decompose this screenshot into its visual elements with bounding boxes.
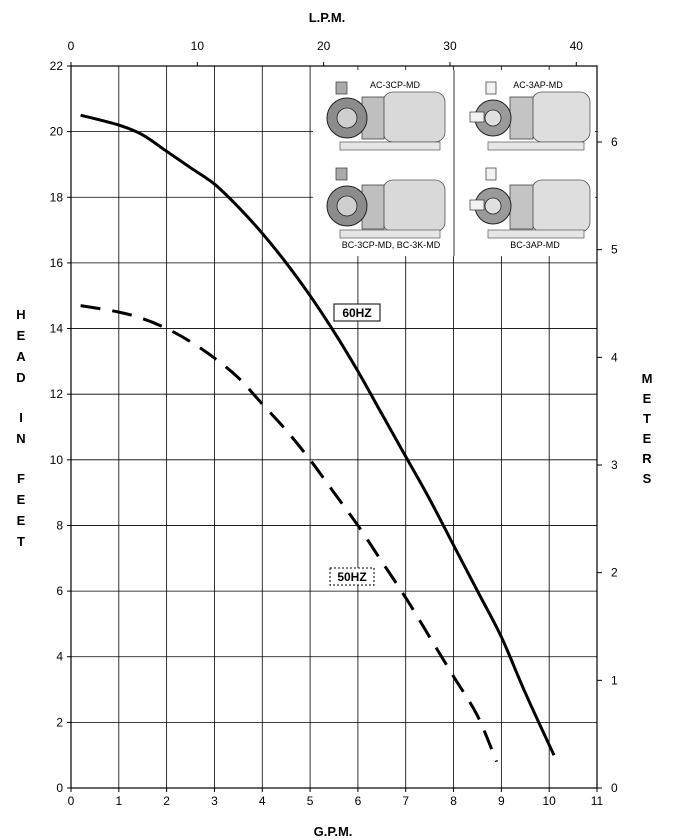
vertical-axis-titles (16, 307, 652, 549)
y-left-title-letter: E (16, 328, 26, 343)
y-left-tick-label: 12 (49, 387, 63, 402)
y-left-title-letter: E (16, 492, 26, 507)
y-left-title-letter: N (16, 431, 26, 446)
x-bottom-tick-label: 9 (498, 794, 505, 808)
x-top-tick-label: 0 (67, 39, 75, 53)
x-bottom-tick-label: 1 (115, 794, 123, 808)
y-left-tick-label: 22 (49, 59, 63, 73)
bottom-axis-title: G.P.M. (313, 824, 353, 839)
series-label-50hz: 50HZ (337, 570, 367, 584)
y-right-tick-label: 3 (611, 458, 618, 473)
x-bottom-tick-label: 2 (163, 794, 170, 808)
x-top-tick-label: 40 (569, 39, 583, 53)
y-right-title-letter: R (642, 451, 652, 466)
y-left-title-letter: F (17, 471, 25, 486)
x-top-tick-label: 10 (190, 39, 205, 53)
y-right-title-letter: E (642, 431, 652, 446)
y-left-tick-label: 14 (49, 321, 63, 336)
y-left-tick-label: 20 (49, 124, 63, 139)
y-right-tick-label: 4 (611, 350, 618, 365)
pump-images-panel (313, 70, 595, 256)
y-right-tick-label: 1 (611, 673, 618, 688)
y-right-tick-label: 6 (611, 135, 618, 150)
y-left-title-letter: H (16, 307, 26, 322)
x-bottom-tick-label: 5 (306, 794, 314, 808)
x-bottom-tick-label: 3 (211, 794, 218, 808)
pump-label-ac-3cp-md: AC-3CP-MD (369, 80, 421, 90)
y-left-tick-label: 0 (56, 781, 63, 795)
y-right-title-letter: T (643, 411, 651, 426)
top-axis-title: L.P.M. (308, 10, 346, 25)
y-left-tick-label: 18 (49, 190, 63, 205)
pump-label-bc-3ap-md: BC-3AP-MD (510, 240, 560, 250)
pump-label-ac-3ap-md: AC-3AP-MD (513, 80, 563, 90)
x-bottom-tick-label: 7 (402, 794, 410, 808)
y-right-title-letter: S (642, 471, 652, 486)
x-bottom-tick-label: 10 (542, 794, 556, 808)
y-right-tick-label: 5 (611, 242, 618, 257)
x-bottom-tick-label: 6 (354, 794, 362, 808)
x-top-tick-label: 20 (316, 39, 331, 53)
y-left-tick-label: 2 (56, 715, 63, 730)
y-left-tick-label: 10 (49, 452, 63, 467)
y-left-tick-label: 4 (56, 649, 63, 664)
y-left-tick-label: 16 (49, 255, 63, 270)
label-60hz (334, 304, 380, 321)
x-bottom-tick-label: 11 (590, 794, 604, 808)
pump-label-bc-3cp-md: BC-3CP-MD, BC-3K-MD (341, 240, 441, 250)
y-right-tick-label: 2 (611, 565, 618, 580)
y-left-title-letter: A (16, 349, 26, 364)
y-right-tick-label: 0 (611, 781, 618, 795)
y-left-title-letter: E (16, 513, 26, 528)
label-50hz (330, 568, 374, 585)
y-left-title-letter: D (16, 370, 26, 385)
y-left-tick-label: 8 (56, 518, 63, 533)
y-left-title-letter: T (17, 534, 25, 549)
y-right-title-letter: E (642, 391, 652, 406)
x-bottom-tick-label: 4 (258, 794, 266, 808)
x-bottom-tick-label: 8 (450, 794, 457, 808)
y-left-title-letter: I (19, 410, 23, 425)
y-right-title-letter: M (641, 371, 653, 386)
series-line-50hz (81, 306, 497, 762)
series-label-60hz: 60HZ (342, 306, 372, 320)
y-left-tick-label: 6 (56, 584, 63, 599)
x-top-tick-label: 30 (443, 39, 457, 53)
x-bottom-tick-label: 0 (67, 794, 75, 808)
